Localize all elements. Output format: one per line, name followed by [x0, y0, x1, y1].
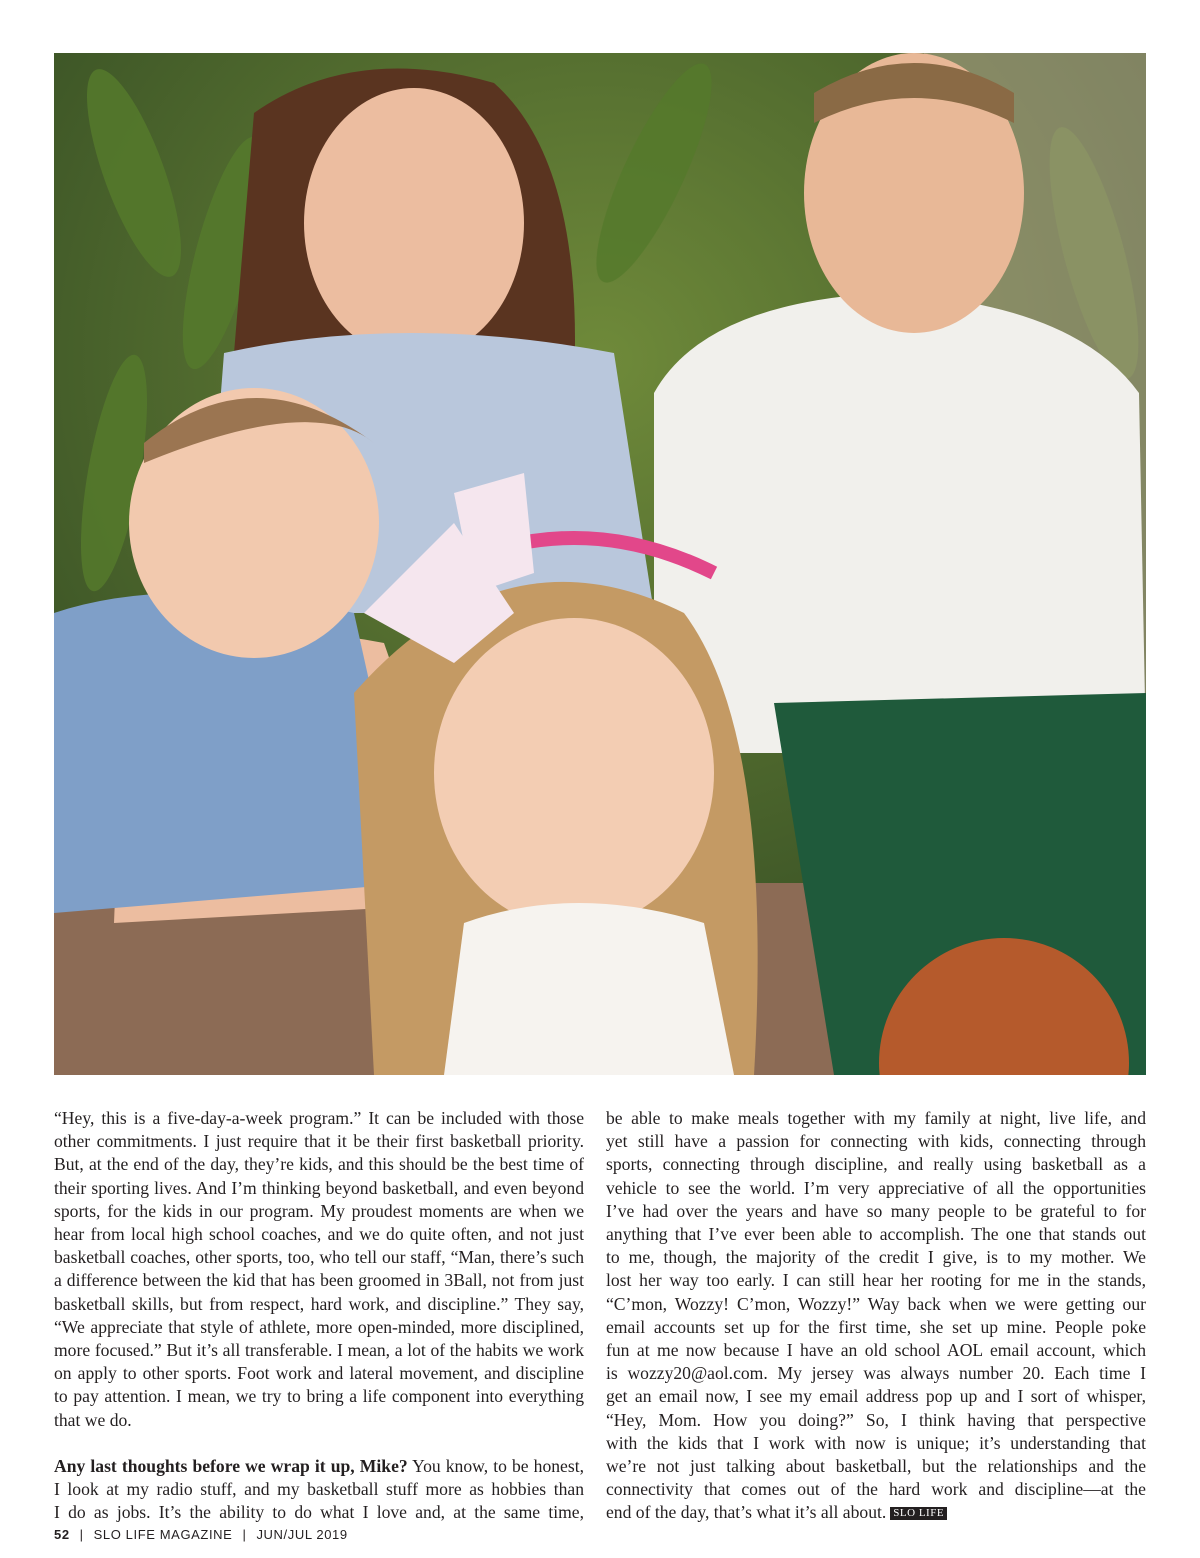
text-line: fun at me now because I have an old school AOL email account, which	[606, 1340, 1146, 1361]
publication-name: SLO LIFE MAGAZINE	[93, 1527, 233, 1542]
article-paragraph	[54, 1455, 584, 1525]
text-line: a difference between the kid that has been groomed in 3Ball, not from just	[54, 1270, 584, 1291]
text-line: connectivity that comes out of the hard work and discipline—at the	[606, 1479, 1146, 1500]
article-column-left	[54, 1107, 584, 1524]
article-paragraph	[606, 1107, 1146, 1525]
text-line: other commitments. I just require that it be their first basketball priority.	[54, 1131, 584, 1152]
text-line: sports, connecting through discipline, and really using basketball as a	[606, 1154, 1146, 1175]
closing-sentence: end of the day, that’s what it’s all about.	[606, 1502, 887, 1523]
text-line: be able to make meals together with my family at night, live life, and	[606, 1108, 1146, 1128]
page-footer	[54, 1527, 348, 1542]
footer-separator: |	[242, 1527, 247, 1542]
footer-separator: |	[79, 1527, 84, 1542]
answer-start: You know, to be honest,	[407, 1455, 585, 1476]
text-line: we’re not just talking about basketball, but the relationships and the	[606, 1456, 1146, 1477]
text-line: But, at the end of the day, they’re kids, and this should be the best time of	[54, 1154, 584, 1175]
text-line: hear from local high school coaches, and we do quite often, and not just	[54, 1224, 584, 1245]
issue-date: JUN/JUL 2019	[256, 1527, 348, 1542]
article-column-right	[606, 1107, 1146, 1525]
text-line: to me, though, the majority of the credit I give, is to my mother. We	[606, 1247, 1146, 1268]
text-line: anything that I’ve ever been able to accomplish. The one that stands out	[606, 1224, 1146, 1245]
text-line: I’ve had over the years and have so many people to be grateful to for	[606, 1200, 1146, 1221]
text-line: on apply to other sports. Foot work and lateral movement, and discipline	[54, 1363, 584, 1384]
text-line: more focused.” But it’s all transferable. I mean, a lot of the habits we work	[54, 1340, 584, 1361]
text-line: “Hey, Mom. How you doing?” So, I think having that perspective	[606, 1409, 1146, 1430]
end-mark-badge: SLO LIFE	[890, 1507, 947, 1520]
text-line: “Hey, this is a five-day-a-week program.” It can be included with those	[54, 1108, 584, 1128]
interview-question: Any last thoughts before we wrap it up, Mike?	[54, 1455, 408, 1476]
text-line: get an email now, I see my email address pop up and I sort of whisper,	[606, 1386, 1146, 1407]
text-line: I do as jobs. It’s the ability to do what I love and, at the same time,	[54, 1502, 584, 1523]
text-line: with the kids that I work with now is unique; it’s understanding that	[606, 1432, 1146, 1453]
text-line: to pay attention. I mean, we try to bring a life component into everything	[54, 1386, 584, 1407]
text-line: “We appreciate that style of athlete, more open-minded, more disciplined,	[54, 1316, 584, 1337]
text-line: lost her way too early. I can still hear her rooting for me in the stands,	[606, 1270, 1146, 1291]
text-line	[606, 1501, 1146, 1524]
family-photo	[54, 53, 1146, 1075]
text-line: vehicle to see the world. I’m very appreciative of all the opportunities	[606, 1177, 1146, 1198]
page-number: 52	[54, 1527, 70, 1542]
text-line: email accounts set up for the first time, she set up mine. People poke	[606, 1316, 1146, 1337]
text-line: yet still have a passion for connecting with kids, connecting through	[606, 1131, 1146, 1152]
family-portrait-photo-icon	[54, 53, 1146, 1075]
text-line	[54, 1455, 584, 1478]
text-line: sports, for the kids in our program. My proudest moments are when we	[54, 1200, 584, 1221]
text-line: basketball coaches, other sports, too, who tell our staff, “Man, there’s such	[54, 1247, 584, 1268]
text-line: I look at my radio stuff, and my basketball stuff more as hobbies than	[54, 1479, 584, 1500]
text-line: that we do.	[54, 1409, 132, 1430]
text-line: basketball skills, but from respect, hard work, and discipline.” They say,	[54, 1293, 584, 1314]
text-line: “C’mon, Wozzy! C’mon, Wozzy!” Way back when we were getting our	[606, 1293, 1146, 1314]
text-line: their sporting lives. And I’m thinking beyond basketball, and even beyond	[54, 1177, 584, 1198]
article-paragraph	[54, 1107, 584, 1432]
text-line: is wozzy20@aol.com. My jersey was always number 20. Each time I	[606, 1363, 1146, 1384]
